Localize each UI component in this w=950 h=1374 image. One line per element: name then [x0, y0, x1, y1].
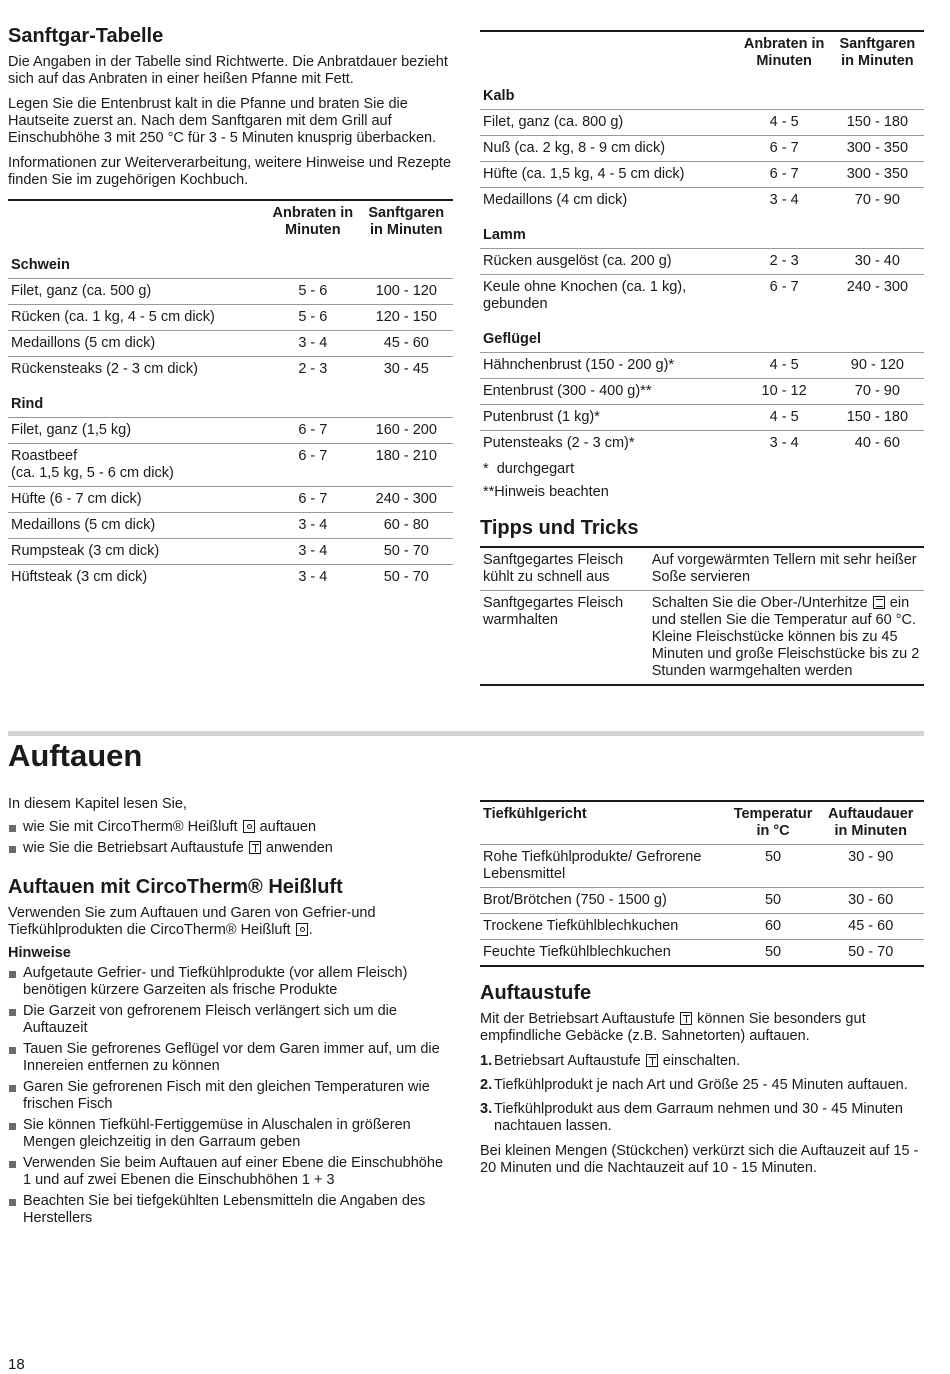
table-row	[8, 444, 453, 487]
table-row	[480, 379, 924, 405]
cell-item: Rumpsteak (3 cm dick)	[8, 539, 266, 565]
list-item-text: wie Sie mit CircoTherm® Heißluft	[23, 819, 238, 835]
table-row	[480, 188, 924, 214]
cell-anbraten: 3 - 4	[266, 331, 359, 357]
table-row	[480, 136, 924, 162]
col-header-temperatur: Temperatur in °C	[733, 806, 813, 839]
page-number: 18	[8, 1356, 25, 1373]
tipps-title: Tipps und Tricks	[480, 517, 639, 539]
cell-item: Hüftsteak (3 cm dick)	[8, 565, 266, 591]
hinweis-item: Die Garzeit von gefrorenem Fleisch verlängert sich um die Auftauzeit	[8, 1003, 453, 1037]
cell-item: Medaillons (5 cm dick)	[8, 513, 266, 539]
cell-sanftgaren: 70 - 90	[831, 188, 924, 214]
auftaustufe-paragraph	[480, 1011, 924, 1045]
table-row	[480, 249, 924, 275]
cell-sanftgaren: 300 - 350	[831, 162, 924, 188]
table-row	[8, 565, 453, 591]
cell-anbraten: 3 - 4	[266, 513, 359, 539]
col-header-anbraten: Anbraten in Minuten	[743, 36, 825, 69]
cell-anbraten: 6 - 7	[738, 136, 831, 162]
hinweis-item: Aufgetaute Gefrier- und Tiefkühlprodukte (vor allem Fleisch) benötigen kürzere Garzeiten als frische Produkte	[8, 965, 453, 999]
table-row	[480, 431, 924, 457]
table-row	[480, 162, 924, 188]
step-text: Tiefkühlprodukt aus dem Garraum nehmen und 30 - 45 Minuten nachtauen lassen.	[494, 1101, 903, 1134]
col-header-anbraten: Anbraten in Minuten	[272, 205, 354, 238]
cell-anbraten: 4 - 5	[738, 405, 831, 431]
cell-temperatur: 50	[729, 888, 818, 914]
sanftgar-section-right	[480, 30, 924, 686]
cell-sanftgaren: 150 - 180	[831, 405, 924, 431]
cell-sanftgaren: 240 - 300	[360, 487, 453, 513]
cell-item: Keule ohne Knochen (ca. 1 kg), gebunden	[480, 275, 738, 318]
cell-sanftgaren: 300 - 350	[831, 136, 924, 162]
tipps-solution: Auf vorgewärmten Tellern mit sehr heißer Soße servieren	[651, 552, 917, 585]
table-section-header	[480, 82, 924, 110]
cell-item: Medaillons (4 cm dick)	[480, 188, 738, 214]
auftaustufe-text: können Sie besonders gut empfindliche Gebäcke (z.B. Sahnetorten) auftauen.	[480, 1011, 866, 1044]
tiefkuehl-table	[480, 800, 924, 967]
tipps-solution-part-b: ein und stellen Sie die Temperatur auf 60 °C. Kleine Fleischstücke können bis zu 45 Minuten und große Fleischstücke bis zu 2 Stunden warmgehalten werden	[651, 595, 920, 679]
tipps-problem: Sanftgegartes Fleisch warmhalten	[480, 591, 649, 686]
cell-anbraten: 3 - 4	[738, 188, 831, 214]
table-row	[480, 110, 924, 136]
cell-item: Hähnchenbrust (150 - 200 g)*	[480, 353, 738, 379]
table-row	[480, 353, 924, 379]
auftaustufe-title: Auftaustufe	[480, 982, 592, 1004]
cell-sanftgaren: 60 - 80	[360, 513, 453, 539]
defrost-icon	[646, 1054, 658, 1067]
cell-anbraten: 6 - 7	[738, 162, 831, 188]
cell-anbraten: 3 - 4	[266, 565, 359, 591]
col-header-auftaudauer: Auftaudauer in Minuten	[828, 806, 914, 839]
cell-item: Putensteaks (2 - 3 cm)*	[480, 431, 738, 457]
cell-sanftgaren: 40 - 60	[831, 431, 924, 457]
cell-auftaudauer: 30 - 90	[817, 845, 924, 888]
cell-gericht: Feuchte Tiefkühlblechkuchen	[480, 940, 729, 967]
tipps-problem: Sanftgegartes Fleisch kühlt zu schnell aus	[483, 552, 624, 585]
hinweise-list	[8, 965, 453, 1227]
table-section-header	[8, 382, 453, 418]
table-row	[480, 845, 924, 888]
sanftgar-paragraph-2: Legen Sie die Entenbrust kalt in die Pfanne und braten Sie die Hautseite zuerst an. Nach dem Sanftgaren mit dem Grill auf Einschubhöhe 3 mit 250 °C für 3 - 5 Minuten knusprig überbacken.	[8, 96, 437, 146]
table-section-header	[8, 251, 453, 279]
cell-auftaudauer: 45 - 60	[817, 914, 924, 940]
table-row	[8, 513, 453, 539]
cell-sanftgaren: 45 - 60	[360, 331, 453, 357]
table-row	[8, 357, 453, 383]
step-item	[480, 1053, 924, 1070]
table-row	[8, 331, 453, 357]
list-item	[8, 819, 453, 836]
sanftgar-table-right	[480, 30, 924, 456]
step-item	[480, 1101, 924, 1135]
tipps-row	[480, 591, 924, 686]
chapter-list	[8, 819, 453, 857]
cell-temperatur: 50	[729, 845, 818, 888]
auftauen-section-right	[480, 800, 924, 1185]
cell-anbraten: 10 - 12	[738, 379, 831, 405]
sanftgar-table-left	[8, 199, 453, 590]
table-row	[8, 539, 453, 565]
cell-item: Hüfte (6 - 7 cm dick)	[8, 487, 266, 513]
table-row	[8, 279, 453, 305]
list-item-text: anwenden	[265, 840, 333, 856]
sanftgar-title: Sanftgar-Tabelle	[8, 25, 164, 47]
top-bottom-heat-icon	[873, 596, 885, 609]
cell-anbraten: 2 - 3	[738, 249, 831, 275]
table-row	[480, 275, 924, 318]
cell-item: Rücken ausgelöst (ca. 200 g)	[480, 249, 738, 275]
cell-sanftgaren: 160 - 200	[360, 418, 453, 444]
cell-anbraten: 3 - 4	[266, 539, 359, 565]
cell-sanftgaren: 90 - 120	[831, 353, 924, 379]
footnote-2-mark: **	[483, 484, 495, 500]
footnote-2	[480, 481, 924, 504]
cell-anbraten: 6 - 7	[266, 444, 359, 487]
cell-sanftgaren: 70 - 90	[831, 379, 924, 405]
sanftgar-section-left	[8, 24, 453, 590]
table-row	[480, 940, 924, 967]
section-label: Lamm	[483, 227, 526, 243]
cell-anbraten: 6 - 7	[266, 418, 359, 444]
section-label: Geflügel	[483, 331, 542, 347]
tipps-table	[480, 546, 924, 686]
auftauen-title: Auftauen	[8, 738, 143, 773]
cell-auftaudauer: 50 - 70	[817, 940, 924, 967]
circotherm-title: Auftauen mit CircoTherm® Heißluft	[8, 876, 343, 898]
cell-item: Nuß (ca. 2 kg, 8 - 9 cm dick)	[480, 136, 738, 162]
hinweis-item: Sie können Tiefkühl-Fertiggemüse in Aluschalen in größeren Mengen gleichzeitig in den Garraum geben	[8, 1117, 453, 1151]
cell-sanftgaren: 30 - 45	[360, 357, 453, 383]
cell-sanftgaren: 50 - 70	[360, 539, 453, 565]
tipps-row	[480, 547, 924, 591]
cell-item: Rückensteaks (2 - 3 cm dick)	[8, 357, 266, 383]
cell-anbraten: 5 - 6	[266, 305, 359, 331]
cell-sanftgaren: 240 - 300	[831, 275, 924, 318]
steps-list	[480, 1053, 924, 1135]
cell-gericht: Trockene Tiefkühlblechkuchen	[480, 914, 729, 940]
step-number: 2.	[480, 1077, 493, 1093]
table-row	[8, 487, 453, 513]
col-header-sanftgaren: Sanftgaren in Minuten	[368, 205, 445, 238]
section-label: Schwein	[11, 257, 70, 273]
hinweis-item: Beachten Sie bei tiefgekühlten Lebensmitteln die Angaben des Herstellers	[8, 1193, 453, 1227]
list-item-text: auftauen	[259, 819, 317, 835]
sanftgar-paragraph-1: Die Angaben in der Tabelle sind Richtwerte. Die Anbratdauer bezieht sich auf das Anbraten in einer heißen Pfanne mit Fett.	[8, 54, 448, 87]
circotherm-icon	[296, 923, 308, 936]
cell-item: Rücken (ca. 1 kg, 4 - 5 cm dick)	[8, 305, 266, 331]
cell-anbraten: 6 - 7	[266, 487, 359, 513]
cell-item: Putenbrust (1 kg)*	[480, 405, 738, 431]
hinweis-item: Garen Sie gefrorenen Fisch mit den gleichen Temperaturen wie frischen Fisch	[8, 1079, 453, 1113]
table-row	[480, 888, 924, 914]
cell-item: Medaillons (5 cm dick)	[8, 331, 266, 357]
tipps-solution	[649, 591, 924, 686]
circotherm-text-end: .	[308, 922, 313, 938]
cell-item: Entenbrust (300 - 400 g)**	[480, 379, 738, 405]
footnote-1	[480, 458, 924, 481]
cell-item: Filet, ganz (ca. 800 g)	[480, 110, 738, 136]
step-text: Tiefkühlprodukt je nach Art und Größe 25 - 45 Minuten auftauen.	[494, 1077, 908, 1093]
circotherm-paragraph	[8, 905, 453, 939]
table-row	[8, 418, 453, 444]
cell-item: Roastbeef (ca. 1,5 kg, 5 - 6 cm dick)	[8, 444, 266, 487]
hinweis-item: Tauen Sie gefrorenes Geflügel vor dem Garen immer auf, um die Innereien entfernen zu können	[8, 1041, 453, 1075]
cell-anbraten: 4 - 5	[738, 353, 831, 379]
cell-sanftgaren: 150 - 180	[831, 110, 924, 136]
defrost-icon	[249, 841, 261, 854]
col-header-gericht: Tiefkühlgericht	[483, 806, 587, 822]
hinweis-item: Verwenden Sie beim Auftauen auf einer Ebene die Einschubhöhe 1 und auf zwei Ebenen die Einschubhöhen 1 + 3	[8, 1155, 453, 1189]
table-row	[480, 405, 924, 431]
footnote-1-text: durchgegart	[496, 461, 575, 477]
section-label: Rind	[11, 396, 44, 412]
tipps-solution-part-a: Schalten Sie die Ober-/Unterhitze	[651, 595, 868, 611]
cell-temperatur: 50	[729, 940, 818, 967]
step-number: 1.	[480, 1053, 493, 1069]
auftauen-section-left	[8, 796, 453, 1235]
cell-sanftgaren: 50 - 70	[360, 565, 453, 591]
auftauen-intro: In diesem Kapitel lesen Sie,	[8, 796, 187, 812]
sanftgar-paragraph-3: Informationen zur Weiterverarbeitung, weitere Hinweise und Rezepte finden Sie im zugehörigen Kochbuch.	[8, 155, 452, 188]
footnote-1-mark: *	[483, 461, 489, 477]
cell-sanftgaren: 120 - 150	[360, 305, 453, 331]
list-item	[8, 840, 453, 857]
cell-anbraten: 4 - 5	[738, 110, 831, 136]
table-section-header	[480, 213, 924, 249]
auftaustufe-end: Bei kleinen Mengen (Stückchen) verkürzt sich die Auftauzeit auf 15 - 20 Minuten und die Nachtauzeit auf 10 - 15 Minuten.	[480, 1143, 919, 1176]
table-section-header	[480, 317, 924, 353]
step-item	[480, 1077, 924, 1094]
section-label: Kalb	[483, 88, 515, 104]
cell-item: Filet, ganz (ca. 500 g)	[8, 279, 266, 305]
cell-auftaudauer: 30 - 60	[817, 888, 924, 914]
table-row	[8, 305, 453, 331]
hinweise-title: Hinweise	[8, 945, 71, 961]
cell-anbraten: 3 - 4	[738, 431, 831, 457]
cell-anbraten: 6 - 7	[738, 275, 831, 318]
cell-anbraten: 5 - 6	[266, 279, 359, 305]
step-text: Betriebsart Auftaustufe	[494, 1053, 641, 1069]
step-number: 3.	[480, 1101, 493, 1117]
cell-gericht: Rohe Tiefkühlprodukte/ Gefrorene Lebensmittel	[480, 845, 729, 888]
list-item-text: wie Sie die Betriebsart Auftaustufe	[23, 840, 244, 856]
cell-temperatur: 60	[729, 914, 818, 940]
table-row	[480, 914, 924, 940]
col-header-sanftgaren: Sanftgaren in Minuten	[839, 36, 916, 69]
chapter-divider	[8, 731, 924, 736]
cell-sanftgaren: 100 - 120	[360, 279, 453, 305]
cell-item: Hüfte (ca. 1,5 kg, 4 - 5 cm dick)	[480, 162, 738, 188]
circotherm-icon	[243, 820, 255, 833]
footnote-2-text: Hinweis beachten	[494, 484, 609, 500]
step-text-end: einschalten.	[662, 1053, 741, 1069]
auftaustufe-text: Mit der Betriebsart Auftaustufe	[480, 1011, 676, 1027]
cell-sanftgaren: 180 - 210	[360, 444, 453, 487]
cell-sanftgaren: 30 - 40	[831, 249, 924, 275]
circotherm-text: Verwenden Sie zum Auftauen und Garen von Gefrier-und Tiefkühlprodukten die CircoTherm® Heißluft	[8, 905, 376, 938]
defrost-icon	[680, 1012, 692, 1025]
cell-gericht: Brot/Brötchen (750 - 1500 g)	[480, 888, 729, 914]
cell-item: Filet, ganz (1,5 kg)	[8, 418, 266, 444]
cell-anbraten: 2 - 3	[266, 357, 359, 383]
